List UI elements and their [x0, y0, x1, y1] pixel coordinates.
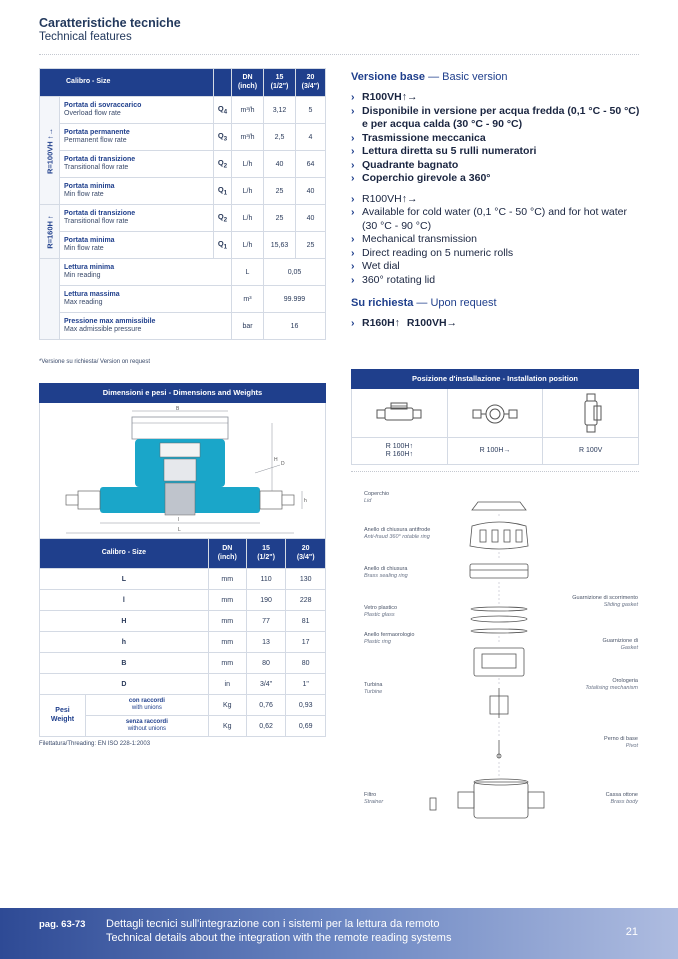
- version-note: *Versione su richiesta/ Version on request: [39, 359, 151, 365]
- part-pivot: Perno di base Pivot: [604, 736, 638, 749]
- threading-note: Filettatura/Threading: EN ISO 228-1:2003: [39, 741, 151, 747]
- installation-title: Posizione d'installazione - Installation position: [351, 369, 639, 389]
- position-label-1: R 100H↑ R 160H↑: [352, 438, 448, 464]
- page-number: 21: [625, 926, 638, 938]
- footer-banner: [0, 908, 678, 959]
- part-antifraud-ring: Anello di chiusura antifrode Anti-fraud 360° rotable ring: [364, 527, 431, 540]
- weight-row: senza raccordi without unions Kg 0,62 0,69: [40, 716, 326, 737]
- spec-row: Portata minima Min flow rate $Q_1$ L/h 15,63 25: [40, 232, 326, 259]
- horizontal-meter-icon: [352, 389, 448, 437]
- group-label-160h: R=160H ↑: [40, 205, 60, 259]
- spec-row: Lettura minima Min reading L 0,05: [40, 259, 326, 286]
- exploded-view: [362, 488, 638, 828]
- spec-row: Lettura massima Max reading m³ 99.999: [40, 286, 326, 313]
- dim-header-15: 15 (1/2"): [246, 539, 286, 569]
- dim-row: B mm 80 80: [40, 653, 326, 674]
- dim-header-calibro: Calibro - Size: [40, 539, 209, 569]
- dimensions-title: Dimensioni e pesi - Dimensions and Weights: [39, 383, 326, 403]
- page-header: [39, 16, 181, 43]
- dim-label-h-lower: h: [304, 498, 307, 504]
- dim-header-dn: DN (inch): [208, 539, 246, 569]
- spec-table: [39, 68, 326, 340]
- part-sealing-ring: Anello di chiusura Brass sealing ring: [364, 566, 408, 579]
- dimensions-table: [39, 538, 326, 737]
- dimensions-section: [39, 383, 326, 737]
- spec-row: Portata permanente Permanent flow rate $Q_3$ m³/h 2,5 4: [40, 124, 326, 151]
- part-gasket: Guarnizione di Gasket: [602, 638, 638, 651]
- part-mechanism: Orologeria Totalising mechanism: [585, 678, 638, 691]
- dim-label-d: D: [281, 461, 285, 467]
- version-list-it: › R100VH↑→ › Disponibile in versione per acqua fredda (0,1 °C - 50 °C) e per acqua calda (30 °C - 90 °C) › Trasmissione meccanica › Lettura diretta su 5 rulli numeratori › Quadrante bagnato › Coperchio girevole a 360°: [351, 91, 641, 186]
- part-turbine: Turbina Turbine: [364, 682, 383, 695]
- meter-drawing: [39, 403, 326, 538]
- installation-table: [351, 369, 639, 465]
- part-strainer: Filtro Strainer: [364, 792, 384, 805]
- footer-page-ref: pag. 63-73: [39, 919, 86, 930]
- footer-desc-it: Dettagli tecnici sull'integrazione con i sistemi per la lettura da remoto: [106, 918, 440, 930]
- side-meter-icon: [448, 389, 544, 437]
- request-list: › R160H↑ R100VH→: [351, 317, 641, 331]
- dim-row: H mm 77 81: [40, 611, 326, 632]
- part-lid: Coperchio Lid: [364, 491, 390, 504]
- version-section: [351, 71, 641, 331]
- part-plastic-glass: Vetro plastico Plastic glass: [364, 605, 398, 618]
- spec-header-20: 20 (3/4"): [296, 69, 326, 97]
- spec-row: Pressione max ammissibile Max admissible pressure bar 16: [40, 313, 326, 340]
- spec-row: R=100VH ↑→ Portata di sovraccarico Overload flow rate $Q_4$ m³/h 3,12 5: [40, 97, 326, 124]
- dim-header-20: 20 (3/4"): [286, 539, 326, 569]
- request-title: Su richiesta — Upon request: [351, 297, 497, 309]
- spec-header-dn: DN (inch): [232, 69, 264, 97]
- page-title-en: Technical features: [39, 31, 132, 43]
- dim-label-h-upper: H: [274, 457, 278, 463]
- footer-desc-en: Technical details about the integration with the remote reading systems: [106, 932, 452, 944]
- version-title: Versione base — Basic version: [351, 71, 508, 83]
- spec-row: Portata minima Min flow rate $Q_1$ L/h 25 40: [40, 178, 326, 205]
- dim-label-b: B: [176, 406, 180, 412]
- spec-header-calibro: Calibro - Size: [40, 69, 214, 97]
- page-title-it: Caratteristiche tecniche: [39, 16, 181, 30]
- dim-row: L mm 110 130: [40, 569, 326, 590]
- dim-row: D in 3/4" 1": [40, 674, 326, 695]
- position-label-2: R 100H→: [448, 438, 544, 464]
- version-list-en: › R100VH↑→ › Available for cold water (0,1 °C - 50 °C) and for hot water (30 °C - 90 °C) › Mechanical transmission › Direct reading on 5 numeric rolls › Wet dial › 360° rotating lid: [351, 193, 641, 288]
- spec-row: Portata di transizione Transitional flow rate $Q_2$ L/h 40 64: [40, 151, 326, 178]
- spec-row: R=160H ↑ Portata di transizione Transitional flow rate $Q_2$ L/h 25 40: [40, 205, 326, 232]
- dim-label-l-upper: L: [178, 527, 181, 533]
- weights-label: Pesi Weight: [40, 695, 86, 737]
- spec-header-15: 15 (1/2"): [264, 69, 296, 97]
- header-divider: [39, 54, 639, 55]
- group-label-100vh: R=100VH ↑→: [40, 97, 60, 205]
- dim-label-l-lower: l: [178, 517, 180, 523]
- part-brass-body: Cassa ottone Brass body: [605, 792, 638, 805]
- vertical-meter-icon: [543, 389, 638, 437]
- position-label-3: R 100V: [579, 446, 603, 454]
- part-sliding-gasket: Guarnizione di scorrimento Sliding gasket: [572, 595, 638, 608]
- dim-row: l mm 190 228: [40, 590, 326, 611]
- part-plastic-ring: Anello fermaorologio Plastic ring: [364, 632, 415, 645]
- weight-row: Pesi Weight con raccordi with unions Kg 0,76 0,93: [40, 695, 326, 716]
- dim-row: h mm 13 17: [40, 632, 326, 653]
- installation-divider: [351, 471, 639, 472]
